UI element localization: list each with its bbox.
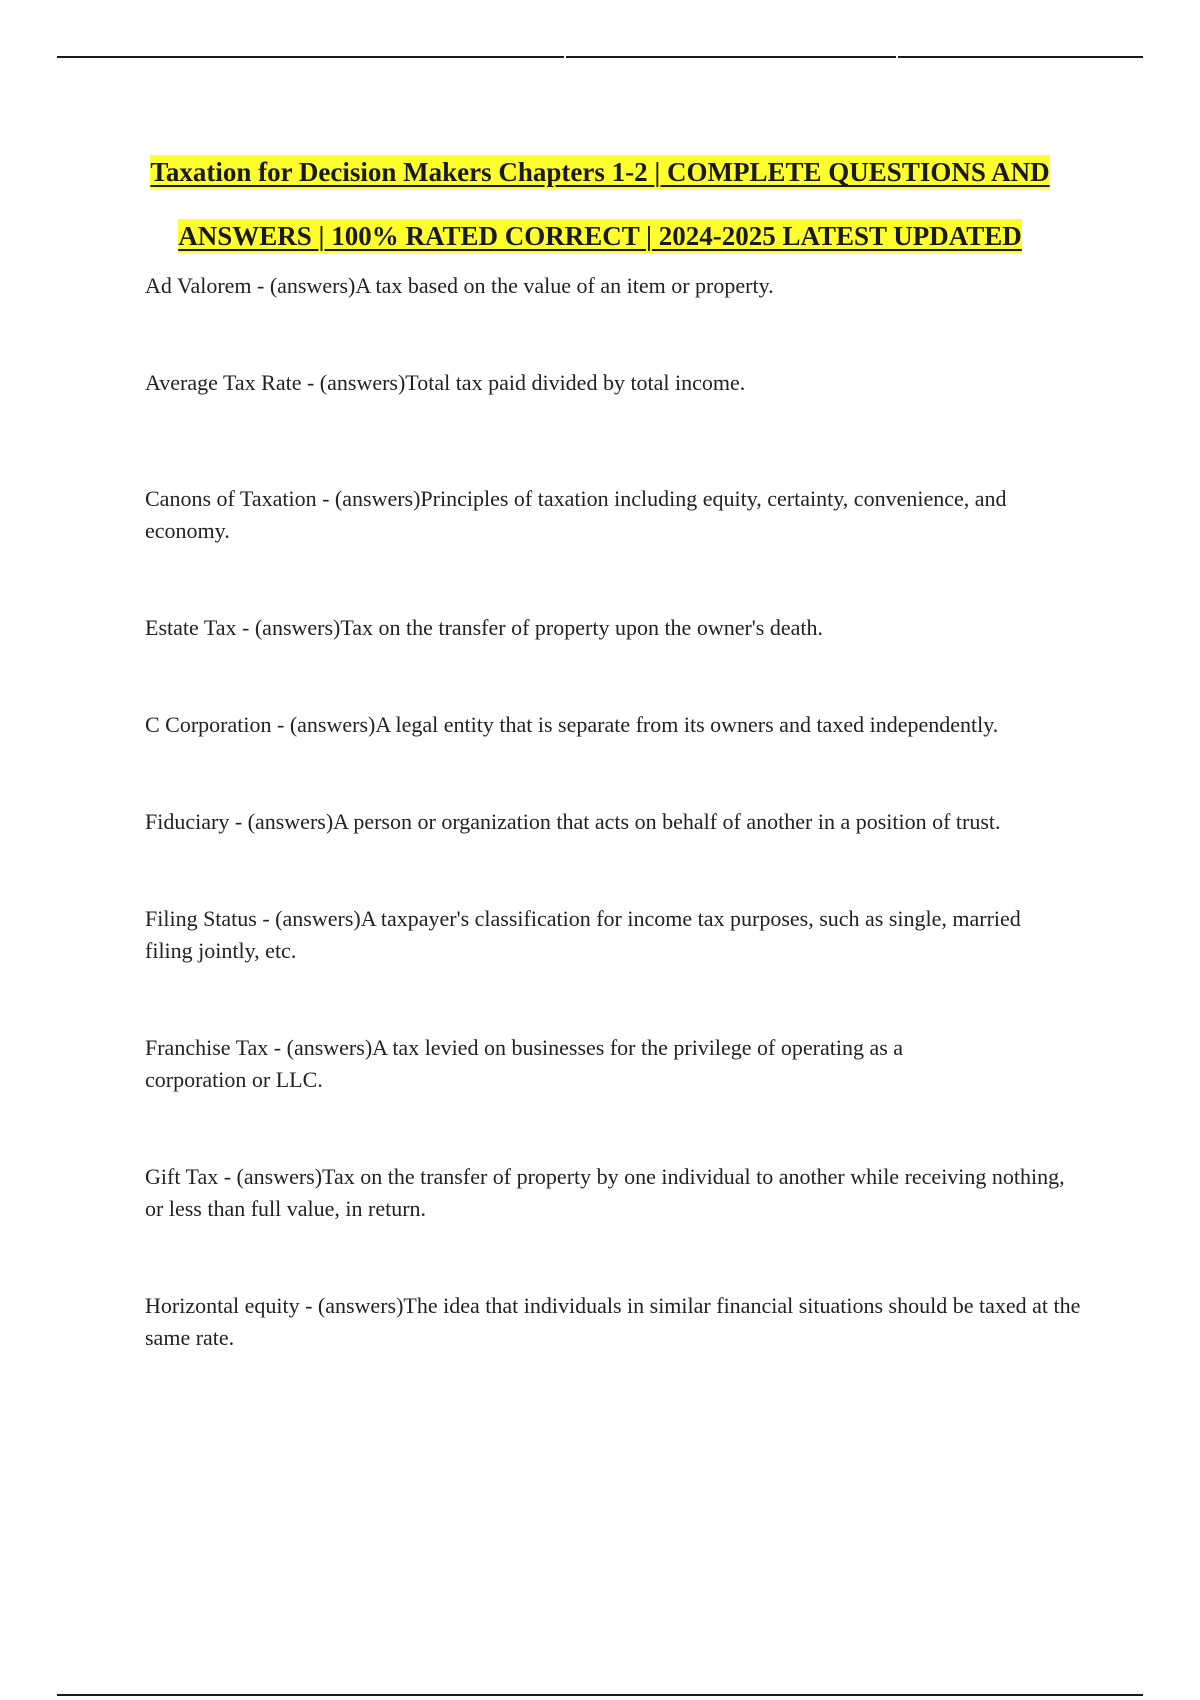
qa-entry-c-corporation: C Corporation - (answers)A legal entity that is separate from its owners and taxed independently. [145,712,999,737]
qa-entry-average-tax-rate: Average Tax Rate - (answers)Total tax paid divided by total income. [145,370,746,395]
bottom-rule [57,1694,1143,1696]
qa-entry-estate-tax: Estate Tax - (answers)Tax on the transfer of property upon the owner's death. [145,615,823,640]
title-line-2: ANSWERS | 100% RATED CORRECT | 2024-2025 LATEST UPDATED [178,221,1022,251]
qa-entry-canons-of-taxation: Canons of Taxation - (answers)Principles of taxation including equity, certainty, convenience, and economy. [145,486,1007,543]
qa-entry-gift-tax: Gift Tax - (answers)Tax on the transfer of property by one individual to another while receiving nothing, or less than full value, in return. [145,1164,1065,1221]
qa-entry-filing-status: Filing Status - (answers)A taxpayer's classification for income tax purposes, such as single, married filing jointly, etc. [145,906,1021,963]
rule-gap [896,55,898,59]
qa-entry-horizontal-equity: Horizontal equity - (answers)The idea that individuals in similar financial situations should be taxed at the same rate. [145,1293,1081,1350]
title-line-1: Taxation for Decision Makers Chapters 1-2 | COMPLETE QUESTIONS AND [150,157,1050,187]
rule-gap [564,55,566,59]
document-title [100,140,1100,268]
qa-entry-fiduciary: Fiduciary - (answers)A person or organization that acts on behalf of another in a position of trust. [145,809,1001,834]
qa-entry-franchise-tax: Franchise Tax - (answers)A tax levied on businesses for the privilege of operating as a corporation or LLC. [145,1035,904,1092]
top-rule [57,56,1143,58]
qa-entry-ad-valorem: Ad Valorem - (answers)A tax based on the value of an item or property. [145,273,774,298]
